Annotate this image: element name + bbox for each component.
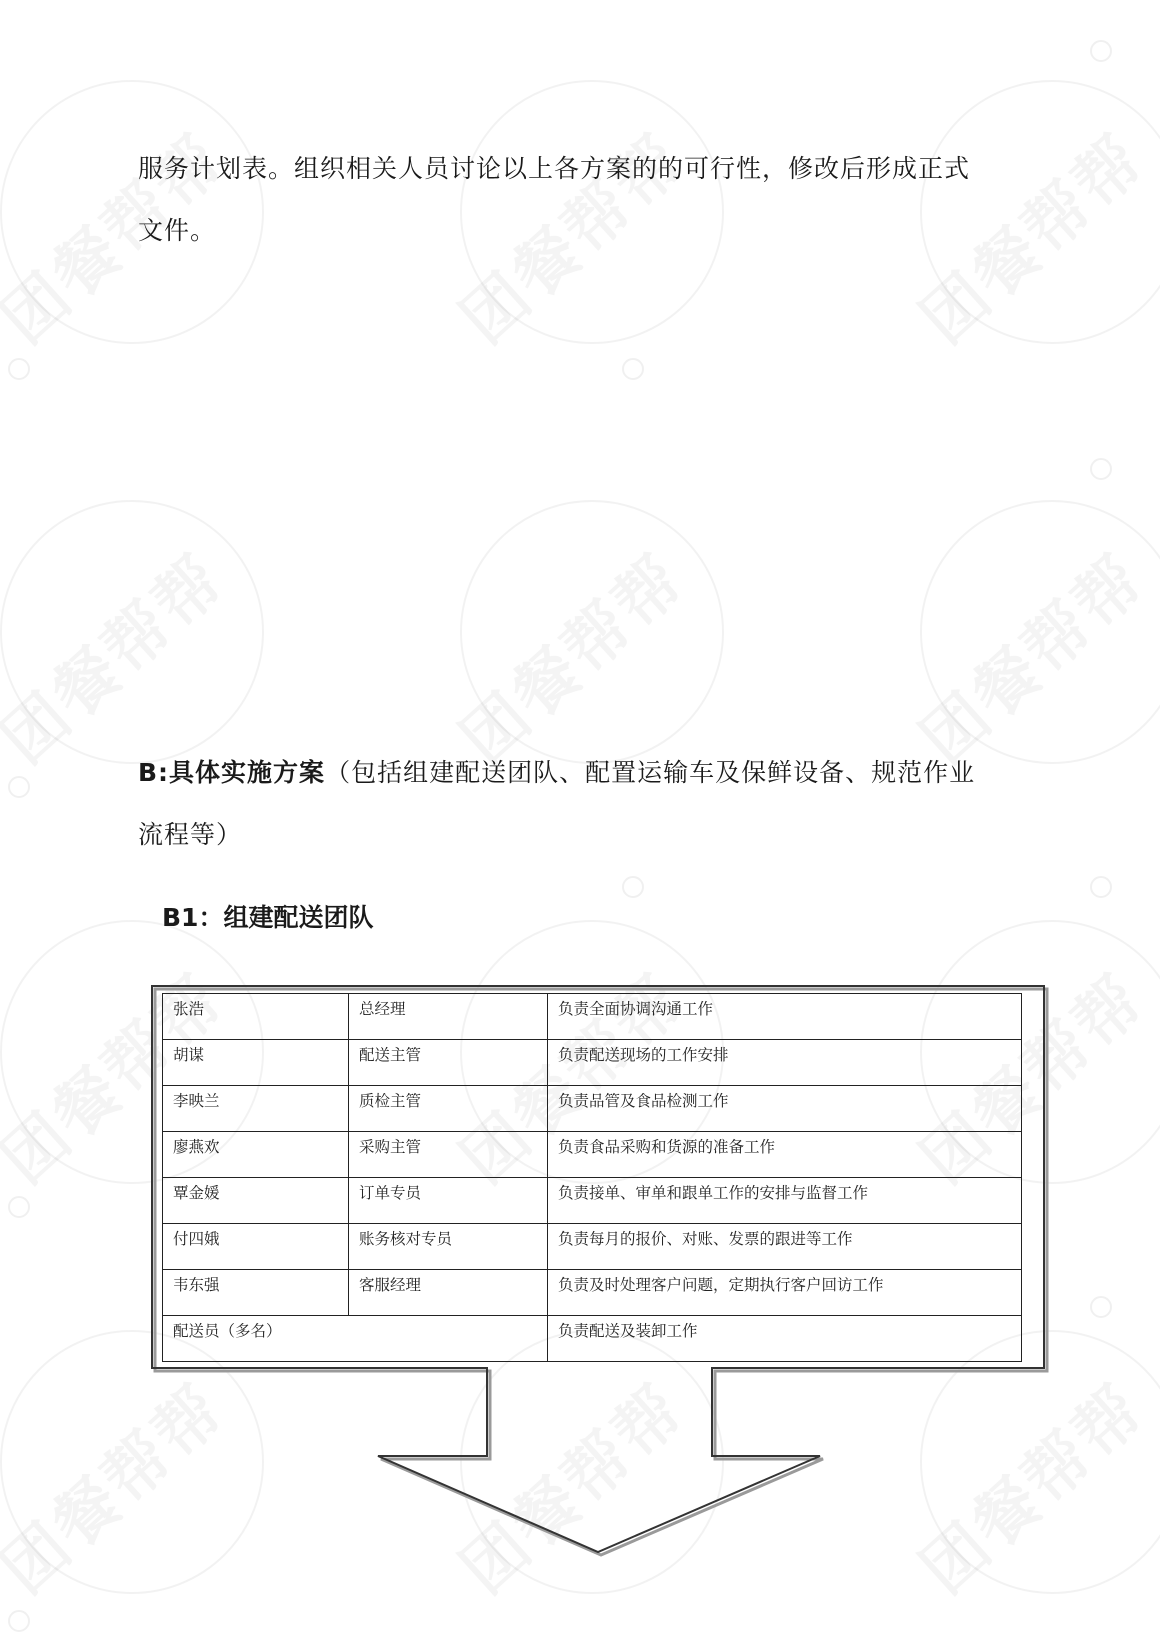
member-role: 订单专员 bbox=[349, 1178, 548, 1224]
member-name: 韦东强 bbox=[163, 1270, 349, 1316]
table-row bbox=[163, 1270, 1022, 1316]
member-role: 总经理 bbox=[349, 994, 548, 1040]
table-row bbox=[163, 1224, 1022, 1270]
section-b-text: （包括组建配送团队、配置运输车及保鲜设备、规范作业 bbox=[325, 758, 976, 787]
member-duty: 负责配送现场的工作安排 bbox=[548, 1040, 1022, 1086]
table-row bbox=[163, 1178, 1022, 1224]
table-row bbox=[163, 994, 1022, 1040]
member-role: 质检主管 bbox=[349, 1086, 548, 1132]
member-role: 客服经理 bbox=[349, 1270, 548, 1316]
member-name: 李映兰 bbox=[163, 1086, 349, 1132]
section-b-line: 流程等） bbox=[138, 820, 243, 849]
section-b-label: B:具体实施方案 bbox=[138, 758, 326, 787]
member-duty: 负责配送及装卸工作 bbox=[548, 1316, 1022, 1362]
member-duty: 负责全面协调沟通工作 bbox=[548, 994, 1022, 1040]
member-duty: 负责品管及食品检测工作 bbox=[548, 1086, 1022, 1132]
intro-line: 服务计划表。组织相关人员讨论以上各方案的的可行性，修改后形成正式 bbox=[138, 154, 971, 183]
member-role: 账务核对专员 bbox=[349, 1224, 548, 1270]
team-table bbox=[162, 993, 1022, 1362]
member-name: 付四娥 bbox=[163, 1224, 349, 1270]
member-duty: 负责及时处理客户问题，定期执行客户回访工作 bbox=[548, 1270, 1022, 1316]
member-name: 胡谋 bbox=[163, 1040, 349, 1086]
table-row bbox=[163, 1132, 1022, 1178]
section-b1-heading: B1：组建配送团队 bbox=[162, 903, 374, 932]
member-duty: 负责每月的报价、对账、发票的跟进等工作 bbox=[548, 1224, 1022, 1270]
member-role: 配送主管 bbox=[349, 1040, 548, 1086]
intro-line: 文件。 bbox=[138, 216, 217, 245]
table-row bbox=[163, 1316, 1022, 1362]
member-name: 张浩 bbox=[163, 994, 349, 1040]
member-name: 廖燕欢 bbox=[163, 1132, 349, 1178]
table-row bbox=[163, 1040, 1022, 1086]
member-duty: 负责食品采购和货源的准备工作 bbox=[548, 1132, 1022, 1178]
member-duty: 负责接单、审单和跟单工作的安排与监督工作 bbox=[548, 1178, 1022, 1224]
table-row bbox=[163, 1086, 1022, 1132]
member-name: 配送员（多名） bbox=[163, 1316, 548, 1362]
member-name: 覃金媛 bbox=[163, 1178, 349, 1224]
member-role: 采购主管 bbox=[349, 1132, 548, 1178]
